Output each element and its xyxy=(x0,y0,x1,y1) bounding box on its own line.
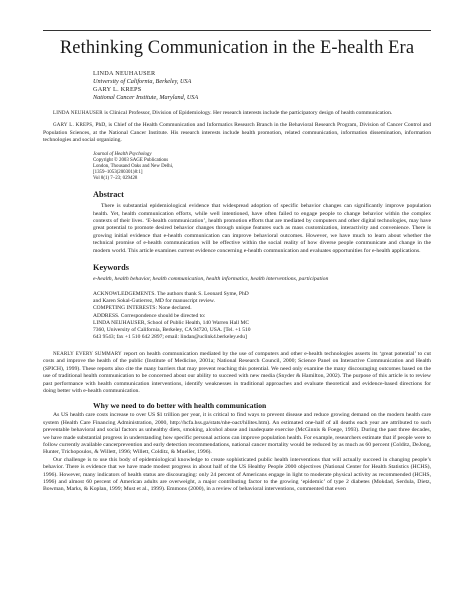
ack-line: 643 9543; fax +1 510 642 2897; email: lindan@uclink4.berkeley.edu] xyxy=(93,333,247,340)
ack-line: ADDRESS. Correspondence should be directed to: xyxy=(93,312,206,319)
paper-title: Rethinking Communication in the E-health Era xyxy=(59,38,415,58)
author-bio xyxy=(43,122,431,144)
author-bio xyxy=(43,110,431,117)
author-name: GARY L. KREPS xyxy=(93,86,142,93)
intro-lead: NEARLY EVERY SUMMARY xyxy=(53,351,122,357)
author-name: LINDA NEUHAUSER xyxy=(93,70,156,77)
bio-text: is Clinical Professor, Division of Epidemiology. Her research interests include the participatory design of health communication. xyxy=(104,110,393,116)
keywords-heading: Keywords xyxy=(93,263,129,273)
intro-text: report on health communication mediated by the use of computers and other e-health technologies asserts its ‘great potential’ to cut costs and improve the health of the public (Institute of Medicine, 2001a; National Research Council, 2000; Science Panel on Interactive Communication and Health (SPICH), 1999). These reports also cite the many barriers that may prevent reaching this potential. We need only examine the many discouraging outcomes based on the use of traditional health communication to be concerned about our ability to succeed with new media (Snyder & Hamilton, 2002). The purpose of this article is to review past performance with health communication interventions, identify weaknesses in traditional approaches and evaluate theoretical and evidence-based directions for doing better with e-health communication. xyxy=(43,350,431,394)
author-affiliation: National Cancer Institute, Maryland, USA xyxy=(93,94,199,101)
bio-lead: LINDA NEUHAUSER xyxy=(53,111,103,116)
journal-name: Journal of Health Psychology xyxy=(93,152,152,158)
body-paragraph: As US health care costs increase to over US $1 trillion per year, it is critical to find ways to prevent disease and reduce growing demand on the modern health care system (Health Care Financing Administration, 2000, http://hcfa.hss.ga/stats/nhe-oact/hilites.htm). An estimated one-half of all deaths each year are attributed to such preventable behavioral and social factors as unhealthy diets, smoking, alcohol abuse and inadequate exercise (McGinnis & Foege, 1993). During the past three decades, we have made substantial progress in understanding how specific personal actions can improve population health. For example, researchers estimate that if people were to follow currently available cancerprevention and early detection recommendations, national cancer mortality would be reduced by as much as 60 percent (Colditz, DeJong, Hunter, Trichopoulos, & Willett, 1996; Willett, Colditz, & Mueller, 1996). xyxy=(43,412,431,456)
journal-line: Vol 8(1) 7–23; 029428 xyxy=(93,176,138,182)
ack-line: COMPETING INTERESTS: None declared. xyxy=(93,305,192,312)
abstract-heading: Abstract xyxy=(93,190,124,200)
author-affiliation: University of California, Berkeley, USA xyxy=(93,78,192,85)
journal-line: London, Thousand Oaks and New Delhi, xyxy=(93,164,174,170)
abstract-text: There is substantial epidemiological evidence that widespread adoption of specific behavior changes can significantly improve population health. Yet, health communication efforts, while well intentioned, have often failed to engage people to change behavior within the complex contexts of their lives. ‘E-health communication’, health promotion efforts that are mediated by computers and other digital technologies, may have great potential to promote desired behavior changes through unique features such as mass customization, interactivity and convenience. There is growing initial evidence that e-health communication can improve behavioral outcomes. However, we have much to learn about whether the technical promise of e-health communication will be effective within the social reality of how diverse people communicate and change in the modern world. This article examines current evidence concerning e-health communication and evaluates opportunities for e-health applications. xyxy=(93,203,431,254)
body-paragraph: Our challenge is to use this body of epidemiological knowledge to create sophisticated public health interventions that will actually succeed in changing people’s behavior. There is evidence that we have made modest progress in about half of the US Healthy People 2000 objectives (National Center for Health Statistics (HCHS), 1996). However, many indicators of health status are discouraging: only 24 percent of Americans engage in light to moderate physical activity as recommended (HCHS, 1996) and almost 60 percent of American adults are overweight, a major contributing factor to the growing ‘epidemic’ of type 2 diabetes (Mokdad, Serdula, Dietz, Bowman, Marks, & Koplan, 1999; Must et al., 1999). Emmons (2000), in a review of behavioral interventions, commented that even xyxy=(43,456,431,493)
intro-paragraph xyxy=(43,351,431,395)
acknowledgements-block xyxy=(93,291,431,341)
ack-line: and Karen Sokal-Gutierrez, MD for manuscript review. xyxy=(93,298,215,305)
section-heading: Why we need to do better with health communication xyxy=(93,401,267,411)
ack-line: ACKNOWLEDGEMENTS. The authors thank S. Leonard Syme, PhD xyxy=(93,291,249,298)
ack-line: LINDA NEUHAUSER, School of Public Health, 140 Warren Hall MC xyxy=(93,319,250,326)
keywords-text: e-health, health behavior, health communication, health informatics, health interventions, participation xyxy=(93,276,329,283)
journal-line: [1359–1053(200301)8:1] xyxy=(93,170,143,176)
journal-line: Copyright © 2003 SAGE Publications xyxy=(93,158,169,164)
top-rule xyxy=(43,30,431,31)
journal-info xyxy=(93,152,431,182)
bio-lead: GARY L. KREPS, xyxy=(53,123,94,129)
bio-text: PhD, is Chief of the Health Communication and Informatics Research Branch in the Behavioral Research Program, Division of Cancer Control and Population Sciences, at the National Cancer Institute. His research interests include health promotion, related communication, information dissemination, information technologies and social organizing. xyxy=(43,122,431,143)
ack-line: 7360, University of California, Berkeley, CA 94720, USA. [Tel. +1 510 xyxy=(93,326,251,333)
author-block xyxy=(93,70,431,102)
